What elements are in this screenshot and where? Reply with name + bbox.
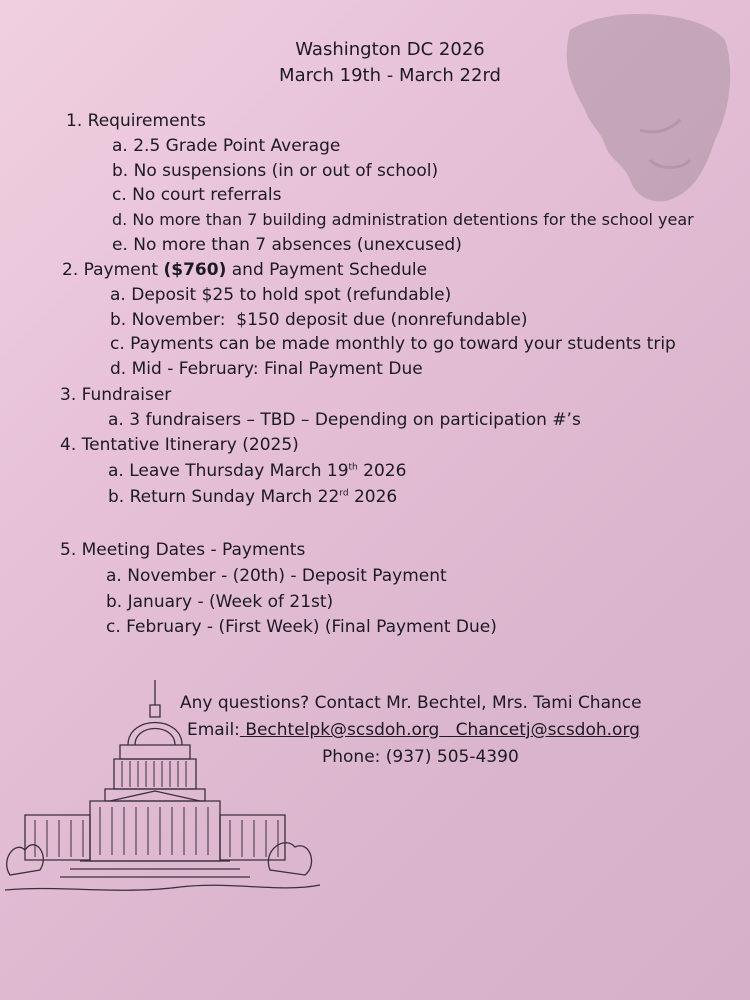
capitol-building-image <box>0 675 330 915</box>
section-label: Meeting Dates - Payments <box>81 540 306 560</box>
list-item: e. No more than 7 absences (unexcused) <box>112 235 462 255</box>
section-payment <box>62 260 427 280</box>
list-item: b. January - (Week of 21st) <box>106 592 334 612</box>
section-label: Tentative Itinerary (2025) <box>81 435 299 455</box>
section-itinerary <box>60 435 299 455</box>
list-item: a. Deposit $25 to hold spot (refundable) <box>110 285 452 305</box>
section-number: 4. <box>60 435 77 455</box>
email-link-bechtel[interactable]: Bechtelpk@scsdoh.org <box>245 720 440 740</box>
section-fundraiser <box>60 385 171 405</box>
contact-questions: Any questions? Contact Mr. Bechtel, Mrs. Tami Chance <box>180 693 642 713</box>
list-item: a. Leave Thursday March 19th 2026 <box>108 461 407 481</box>
payment-amount: ($760) <box>163 260 227 280</box>
list-item: d. No more than 7 building administration detentions for the school year <box>112 210 694 229</box>
list-item: b. November: $150 deposit due (nonrefundable) <box>110 310 528 330</box>
list-item: c. February - (First Week) (Final Payment Due) <box>106 617 497 637</box>
section-number: 1. <box>66 111 83 131</box>
section-meeting-dates <box>60 540 305 560</box>
page-title: Washington DC 2026 <box>295 39 485 60</box>
section-number: 5. <box>60 540 77 560</box>
section-label: Payment ($760) and Payment Schedule <box>83 260 428 280</box>
list-item: a. 2.5 Grade Point Average <box>112 136 341 156</box>
trip-dates: March 19th - March 22rd <box>279 65 501 86</box>
section-number: 2. <box>62 260 79 280</box>
section-label: Fundraiser <box>81 385 172 405</box>
email-link-chance[interactable]: Chancetj@scsdoh.org <box>455 720 640 740</box>
section-number: 3. <box>60 385 77 405</box>
list-item: a. 3 fundraisers – TBD – Depending on participation #’s <box>108 410 581 430</box>
section-requirements <box>66 111 206 131</box>
list-item: b. No suspensions (in or out of school) <box>112 161 439 181</box>
list-item: c. No court referrals <box>112 185 282 205</box>
list-item: b. Return Sunday March 22rd 2026 <box>108 487 398 507</box>
section-label: Requirements <box>87 111 206 131</box>
list-item: c. Payments can be made monthly to go toward your students trip <box>110 334 676 354</box>
list-item: a. November - (20th) - Deposit Payment <box>106 566 447 586</box>
email-label: Email: <box>187 720 240 740</box>
list-item: d. Mid - February: Final Payment Due <box>110 359 423 379</box>
contact-phone: Phone: (937) 505-4390 <box>322 747 519 767</box>
